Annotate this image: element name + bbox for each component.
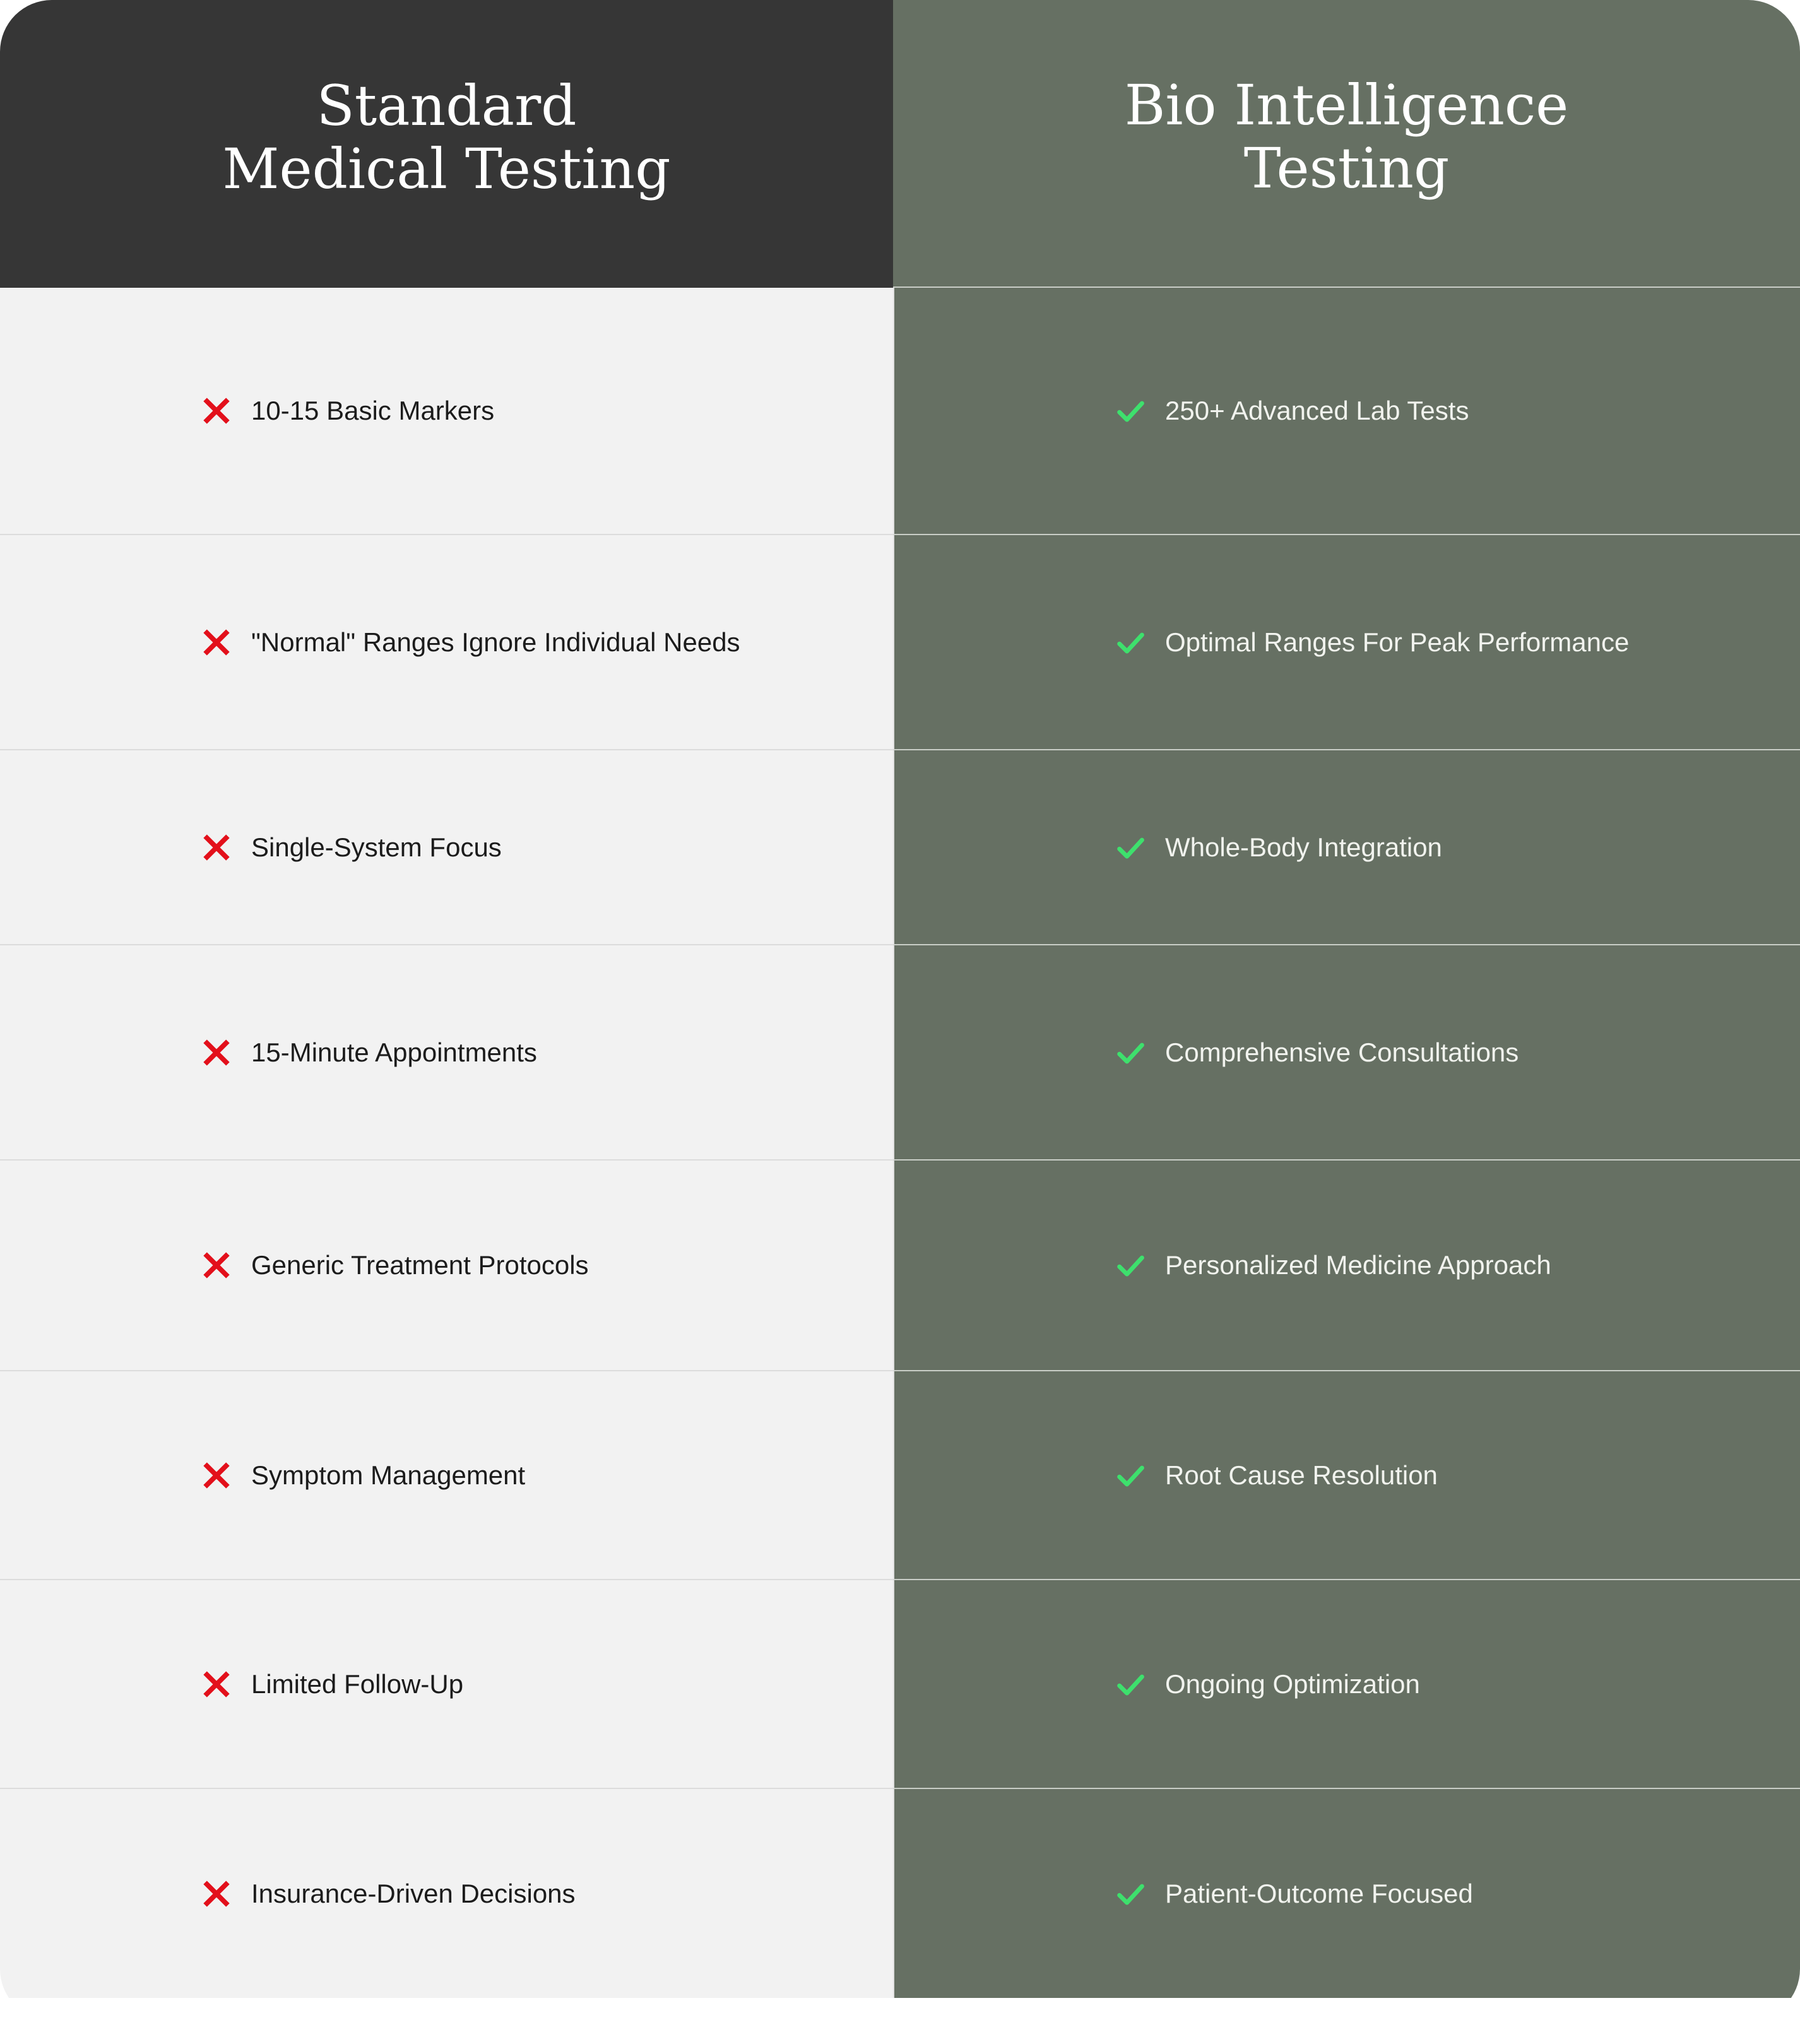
bio-row-2: [893, 535, 1800, 750]
cross-icon: [200, 626, 233, 659]
bio-row-label: Ongoing Optimization: [1165, 1669, 1420, 1699]
bio-row-label: Optimal Ranges For Peak Performance: [1165, 627, 1630, 657]
standard-row-4: [0, 945, 893, 1161]
cross-icon: [200, 394, 233, 427]
standard-row-label: Limited Follow-Up: [251, 1669, 464, 1699]
bio-row-label: Comprehensive Consultations: [1165, 1037, 1519, 1067]
bio-row-4: [893, 945, 1800, 1161]
check-icon: [1114, 1668, 1147, 1701]
standard-row-1: [0, 288, 893, 535]
bio-row-label: Personalized Medicine Approach: [1165, 1250, 1551, 1280]
cross-icon: [200, 831, 233, 864]
cross-icon: [200, 1459, 233, 1492]
standard-row-label: Single-System Focus: [251, 832, 502, 862]
standard-row-label: Symptom Management: [251, 1460, 526, 1490]
standard-row-label: Generic Treatment Protocols: [251, 1250, 589, 1280]
check-icon: [1114, 394, 1147, 427]
check-icon: [1114, 1036, 1147, 1069]
bio-row-1: [893, 288, 1800, 535]
cross-icon: [200, 1249, 233, 1282]
bio-column-header: Bio Intelligence Testing: [893, 0, 1800, 288]
bio-row-label: Patient-Outcome Focused: [1165, 1878, 1473, 1908]
standard-row-7: [0, 1580, 893, 1789]
bio-row-8: [893, 1789, 1800, 1998]
cross-icon: [200, 1877, 233, 1910]
standard-row-2: [0, 535, 893, 750]
standard-row-label: 10-15 Basic Markers: [251, 396, 495, 425]
standard-row-8: [0, 1789, 893, 1998]
standard-row-5: [0, 1161, 893, 1371]
bio-row-label: Whole-Body Integration: [1165, 832, 1442, 862]
check-icon: [1114, 831, 1147, 864]
standard-column-header: Standard Medical Testing: [0, 0, 893, 288]
bio-row-6: [893, 1371, 1800, 1580]
check-icon: [1114, 1249, 1147, 1282]
check-icon: [1114, 1877, 1147, 1910]
standard-row-label: Insurance-Driven Decisions: [251, 1878, 576, 1908]
bio-row-label: 250+ Advanced Lab Tests: [1165, 396, 1469, 425]
cross-icon: [200, 1668, 233, 1701]
standard-row-label: "Normal" Ranges Ignore Individual Needs: [251, 627, 740, 657]
standard-row-6: [0, 1371, 893, 1580]
standard-row-label: 15-Minute Appointments: [251, 1037, 537, 1067]
standard-row-3: [0, 750, 893, 945]
bio-row-5: [893, 1161, 1800, 1371]
check-icon: [1114, 626, 1147, 659]
bio-row-7: [893, 1580, 1800, 1789]
bio-row-3: [893, 750, 1800, 945]
cross-icon: [200, 1036, 233, 1069]
check-icon: [1114, 1459, 1147, 1492]
bio-row-label: Root Cause Resolution: [1165, 1460, 1438, 1490]
